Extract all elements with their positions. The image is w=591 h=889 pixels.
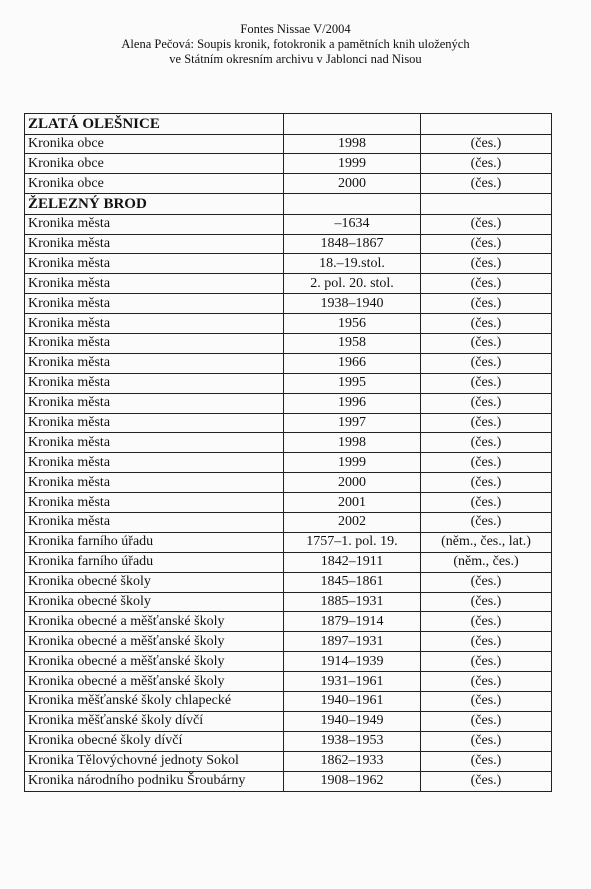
- table-row: [25, 513, 552, 533]
- chronicle-name-cell: Kronika města: [25, 334, 284, 354]
- language-cell: (čes.): [421, 592, 552, 612]
- section-row: [25, 194, 552, 215]
- years-cell: 18.–19.stol.: [284, 254, 421, 274]
- chronicle-name-cell: Kronika obce: [25, 174, 284, 194]
- years-cell: 1757–1. pol. 19.: [284, 532, 421, 552]
- table-row: [25, 572, 552, 592]
- years-cell: [284, 194, 421, 215]
- years-cell: 2001: [284, 493, 421, 513]
- language-cell: (čes.): [421, 373, 552, 393]
- table-row: [25, 612, 552, 632]
- table-row: [25, 134, 552, 154]
- document-title-line1: Alena Pečová: Soupis kronik, fotokronik a pamětních knih uložených: [121, 37, 470, 51]
- chronicle-name-cell: Kronika farního úřadu: [25, 532, 284, 552]
- language-cell: (čes.): [421, 154, 552, 174]
- language-cell: (čes.): [421, 353, 552, 373]
- chronicle-name-cell: Kronika města: [25, 234, 284, 254]
- years-cell: 1845–1861: [284, 572, 421, 592]
- chronicle-name-cell: Kronika Tělovýchovné jednoty Sokol: [25, 751, 284, 771]
- language-cell: (čes.): [421, 214, 552, 234]
- chronicle-name-cell: Kronika měšťanské školy dívčí: [25, 711, 284, 731]
- chronicle-name-cell: Kronika města: [25, 294, 284, 314]
- language-cell: (čes.): [421, 393, 552, 413]
- language-cell: (čes.): [421, 612, 552, 632]
- table-row: [25, 254, 552, 274]
- years-cell: 1842–1911: [284, 552, 421, 572]
- table-row: [25, 234, 552, 254]
- chronicle-name-cell: Kronika obecné školy: [25, 572, 284, 592]
- language-cell: (čes.): [421, 294, 552, 314]
- table-row: [25, 373, 552, 393]
- language-cell: [421, 194, 552, 215]
- language-cell: [421, 114, 552, 135]
- chronicle-name-cell: Kronika města: [25, 473, 284, 493]
- years-cell: 1885–1931: [284, 592, 421, 612]
- chronicle-name-cell: Kronika obecné a měšťanské školy: [25, 672, 284, 692]
- chronicle-name-cell: Kronika města: [25, 214, 284, 234]
- table-row: [25, 532, 552, 552]
- years-cell: 1908–1962: [284, 771, 421, 791]
- years-cell: 1966: [284, 353, 421, 373]
- language-cell: (čes.): [421, 413, 552, 433]
- language-cell: (čes.): [421, 453, 552, 473]
- chronicle-name-cell: Kronika obecné školy dívčí: [25, 731, 284, 751]
- chronicle-name-cell: Kronika města: [25, 493, 284, 513]
- chronicle-name-cell: Kronika města: [25, 433, 284, 453]
- chronicle-name-cell: Kronika města: [25, 254, 284, 274]
- table-row: [25, 174, 552, 194]
- table-row: [25, 711, 552, 731]
- chronicle-name-cell: Kronika obecné a měšťanské školy: [25, 632, 284, 652]
- chronicle-name-cell: Kronika obecné a měšťanské školy: [25, 652, 284, 672]
- chronicle-name-cell: Kronika města: [25, 373, 284, 393]
- years-cell: [284, 114, 421, 135]
- years-cell: 1958: [284, 334, 421, 354]
- years-cell: 1995: [284, 373, 421, 393]
- years-cell: 1914–1939: [284, 652, 421, 672]
- table-row: [25, 433, 552, 453]
- language-cell: (čes.): [421, 652, 552, 672]
- language-cell: (čes.): [421, 751, 552, 771]
- language-cell: (čes.): [421, 174, 552, 194]
- language-cell: (čes.): [421, 513, 552, 533]
- chronicle-name-cell: Kronika města: [25, 513, 284, 533]
- years-cell: 2. pol. 20. stol.: [284, 274, 421, 294]
- years-cell: 1998: [284, 134, 421, 154]
- language-cell: (něm., čes., lat.): [421, 532, 552, 552]
- chronicle-name-cell: Kronika obce: [25, 154, 284, 174]
- language-cell: (čes.): [421, 493, 552, 513]
- section-row: [25, 114, 552, 135]
- chronicle-name-cell: Kronika města: [25, 453, 284, 473]
- years-cell: 1879–1914: [284, 612, 421, 632]
- chronicle-name-cell: Kronika města: [25, 274, 284, 294]
- chronicle-name-cell: Kronika národního podniku Šroubárny: [25, 771, 284, 791]
- language-cell: (něm., čes.): [421, 552, 552, 572]
- years-cell: 2002: [284, 513, 421, 533]
- chronicle-name-cell: Kronika obecné školy: [25, 592, 284, 612]
- chronicle-name-cell: Kronika měšťanské školy chlapecké: [25, 692, 284, 712]
- years-cell: 1862–1933: [284, 751, 421, 771]
- table-row: [25, 552, 552, 572]
- table-row: [25, 592, 552, 612]
- chronicle-name-cell: ZLATÁ OLEŠNICE: [25, 114, 284, 135]
- years-cell: 1999: [284, 154, 421, 174]
- chronicles-table-body: [25, 114, 552, 792]
- chronicle-name-cell: Kronika farního úřadu: [25, 552, 284, 572]
- table-row: [25, 453, 552, 473]
- chronicle-name-cell: ŽELEZNÝ BROD: [25, 194, 284, 215]
- language-cell: (čes.): [421, 334, 552, 354]
- language-cell: (čes.): [421, 572, 552, 592]
- years-cell: 1938–1953: [284, 731, 421, 751]
- years-cell: 2000: [284, 473, 421, 493]
- years-cell: 2000: [284, 174, 421, 194]
- years-cell: 1931–1961: [284, 672, 421, 692]
- table-row: [25, 334, 552, 354]
- table-row: [25, 154, 552, 174]
- table-row: [25, 294, 552, 314]
- years-cell: 1997: [284, 413, 421, 433]
- table-row: [25, 751, 552, 771]
- language-cell: (čes.): [421, 692, 552, 712]
- table-row: [25, 652, 552, 672]
- document-title-line2: ve Státním okresním archivu v Jablonci nad Nisou: [169, 52, 422, 66]
- years-cell: 1956: [284, 314, 421, 334]
- language-cell: (čes.): [421, 134, 552, 154]
- language-cell: (čes.): [421, 771, 552, 791]
- years-cell: 1999: [284, 453, 421, 473]
- language-cell: (čes.): [421, 314, 552, 334]
- years-cell: 1940–1961: [284, 692, 421, 712]
- language-cell: (čes.): [421, 731, 552, 751]
- years-cell: 1996: [284, 393, 421, 413]
- chronicle-name-cell: Kronika obce: [25, 134, 284, 154]
- years-cell: 1998: [284, 433, 421, 453]
- table-row: [25, 473, 552, 493]
- language-cell: (čes.): [421, 234, 552, 254]
- years-cell: 1938–1940: [284, 294, 421, 314]
- table-row: [25, 274, 552, 294]
- chronicle-name-cell: Kronika města: [25, 413, 284, 433]
- table-row: [25, 413, 552, 433]
- table-row: [25, 692, 552, 712]
- page-header: [0, 22, 591, 67]
- years-cell: –1634: [284, 214, 421, 234]
- language-cell: (čes.): [421, 672, 552, 692]
- chronicle-name-cell: Kronika obecné a měšťanské školy: [25, 612, 284, 632]
- journal-title: Fontes Nissae V/2004: [240, 22, 351, 36]
- table-row: [25, 314, 552, 334]
- language-cell: (čes.): [421, 433, 552, 453]
- table-row: [25, 771, 552, 791]
- chronicle-name-cell: Kronika města: [25, 393, 284, 413]
- table-row: [25, 632, 552, 652]
- table-row: [25, 493, 552, 513]
- chronicles-table: [24, 113, 552, 792]
- table-row: [25, 214, 552, 234]
- language-cell: (čes.): [421, 473, 552, 493]
- table-row: [25, 393, 552, 413]
- years-cell: 1848–1867: [284, 234, 421, 254]
- language-cell: (čes.): [421, 632, 552, 652]
- chronicle-name-cell: Kronika města: [25, 353, 284, 373]
- language-cell: (čes.): [421, 254, 552, 274]
- years-cell: 1940–1949: [284, 711, 421, 731]
- table-row: [25, 672, 552, 692]
- table-row: [25, 731, 552, 751]
- years-cell: 1897–1931: [284, 632, 421, 652]
- table-row: [25, 353, 552, 373]
- chronicle-name-cell: Kronika města: [25, 314, 284, 334]
- language-cell: (čes.): [421, 274, 552, 294]
- language-cell: (čes.): [421, 711, 552, 731]
